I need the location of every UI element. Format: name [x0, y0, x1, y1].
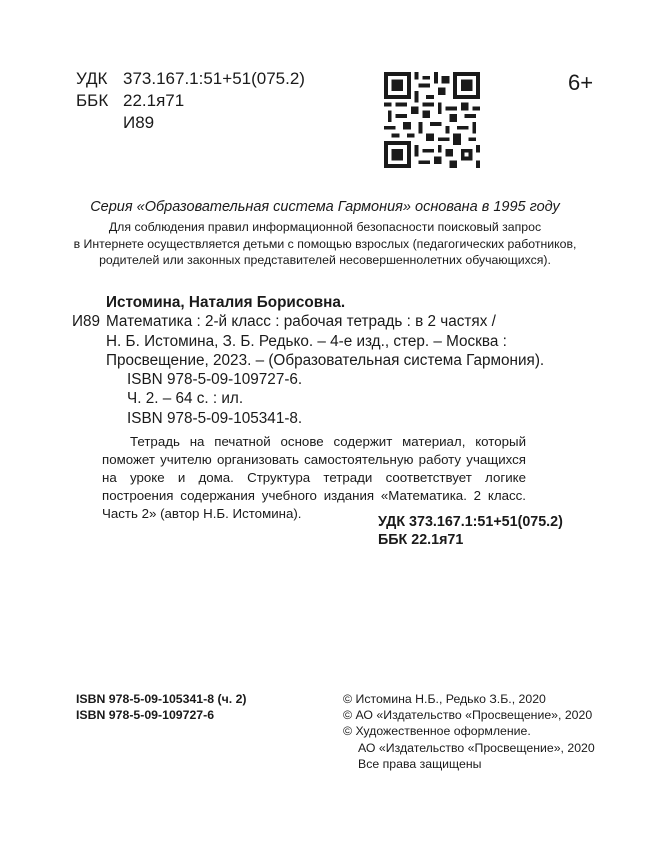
bbk-value: 22.1я71: [123, 91, 185, 110]
udk-bottom: УДК 373.167.1:51+51(075.2): [378, 514, 563, 530]
notice-line: Для соблюдения правил информационной безопасности поисковый запрос: [108, 220, 542, 234]
record-index: И89: [72, 313, 101, 331]
title-line: Просвещение, 2023. – (Образовательная система Гармония).: [106, 351, 545, 369]
rights-reserved: Все права защищены: [358, 756, 482, 771]
copyright-line: АО «Издательство «Просвещение», 2020: [358, 740, 595, 755]
udk-label: УДК: [76, 69, 108, 88]
detail-line: Ч. 2. – 64 с. : ил.: [127, 390, 244, 408]
copyright-line: © Художественное оформление.: [343, 724, 531, 739]
udk-value: 373.167.1:51+51(075.2): [123, 69, 305, 88]
copyright-line: © Истомина Н.Б., Редько З.Б., 2020: [343, 692, 546, 706]
notice-line: в Интернете осуществляется детьми с помощью взрослых (педагогических работников,: [73, 236, 577, 251]
isbn-item: ISBN 978-5-09-105341-8 (ч. 2): [76, 692, 247, 706]
classification-header: [76, 68, 305, 134]
abstract-text: Тетрадь на печатной основе содержит материал, который поможет учителю организовать самостоятельную работу учащихся на уроке и дома. Структура тетради соответствует логике построения содержания учебного издания «Математика. 2 класс. Часть 2» (автор Н.Б. Истомина).: [102, 434, 526, 521]
bibliographic-record: [72, 293, 544, 428]
notice-line: родителей или законных представителей несовершеннолетних обучающихся).: [99, 253, 551, 267]
bbk-bottom: ББК 22.1я71: [378, 532, 464, 548]
abstract: [102, 433, 526, 523]
copyright-line: © АО «Издательство «Просвещение», 2020: [343, 708, 593, 723]
isbn-list: [76, 691, 247, 723]
bbk-line: [76, 90, 305, 112]
detail-line: ISBN 978-5-09-105341-8.: [127, 409, 303, 427]
bbk-label: ББК: [76, 91, 109, 110]
detail-line: ISBN 978-5-09-109727-6.: [127, 371, 303, 389]
qr-code-icon: [384, 72, 480, 168]
copyright-block: [343, 691, 595, 772]
title-line: Н. Б. Истомина, З. Б. Редько. – 4-е изд., стер. – Москва :: [106, 332, 507, 350]
title-line: [72, 312, 544, 331]
title-text: Математика : 2-й класс : рабочая тетрадь : в 2 частях /: [106, 313, 496, 331]
author-sign: И89: [123, 113, 155, 132]
series-line: Серия «Образовательная система Гармония» основана в 1995 году: [90, 199, 560, 215]
isbn-item: ISBN 978-5-09-109727-6: [76, 708, 215, 722]
udk-line: [76, 68, 305, 90]
age-rating: 6+: [568, 70, 594, 95]
classification-bottom: [378, 513, 563, 549]
author-heading: Истомина, Наталия Борисовна.: [106, 294, 346, 311]
safety-notice: [0, 219, 650, 269]
